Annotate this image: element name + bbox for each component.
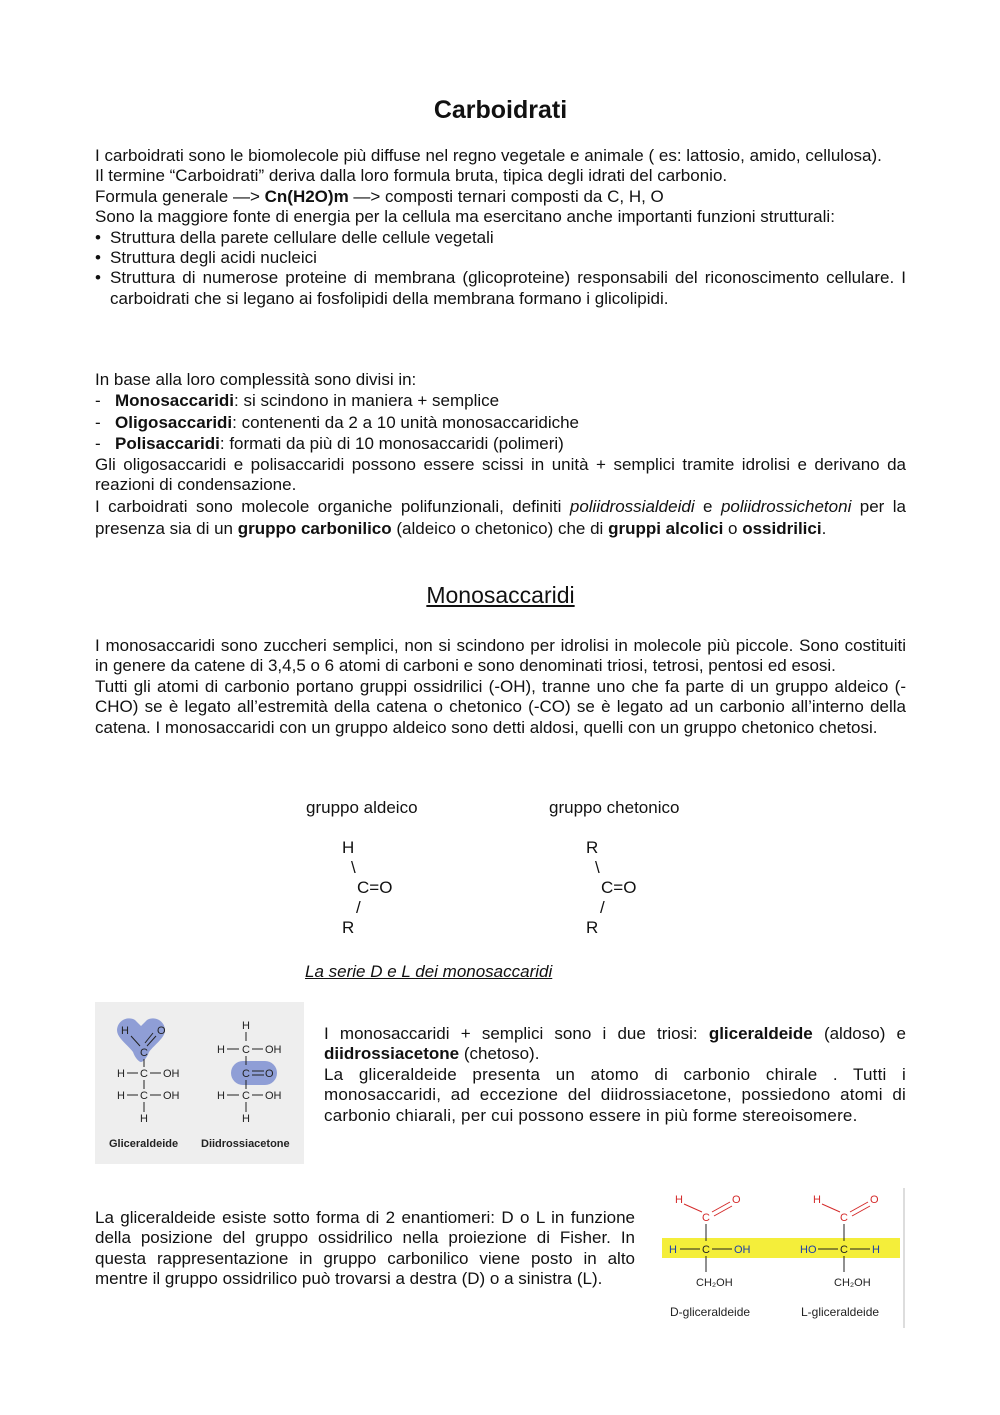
intro-paragraph-2: Il termine “Carboidrati” deriva dalla loro formula bruta, tipica degli idrati del carbonio. [95,166,728,186]
atom-label: C [140,1068,148,1080]
atom-label: CH₂OH [696,1277,733,1289]
chetonico-line-3: C=O [601,878,637,897]
bond-line [850,1202,868,1212]
triosi-structures-svg [95,1002,304,1164]
gliceraldeide-label: Gliceraldeide [109,1138,179,1150]
class-term: Oligosaccaridi [115,412,233,432]
atom-label: C [140,1090,148,1102]
atom-label: C [702,1244,710,1256]
formula-pre: Formula generale —> [95,186,265,206]
bold-term: gruppo carbonilico [237,518,392,538]
atom-label: H [121,1025,129,1037]
page-title: Carboidrati [433,96,568,124]
triosi-section [324,1024,906,1126]
bond-line [714,1206,732,1216]
bold-term: diidrossiacetone [324,1044,460,1064]
bond-line [684,1204,702,1212]
chetonico-label: gruppo chetonico [549,798,680,817]
atom-label: O [870,1194,879,1206]
class-item [95,433,906,455]
section-heading-monosaccaridi: Monosaccaridi [426,582,575,608]
atom-label: C [702,1212,710,1224]
aldeico-line-4: / [356,898,361,917]
aldeico-line-1: H [342,838,355,857]
class-item [95,412,906,434]
triosi-paragraph-2: La gliceraldeide presenta un atomo di carbonio chirale . Tutti i monosaccaridi, ad eccezione del diidrossiacetone, possiedono atomi di carbonio chiarali, per cui possono essere in più forme stereoisomere. [324,1064,906,1125]
chetonico-line-4: / [600,898,605,917]
atom-label: C [140,1047,148,1059]
intro-section [95,146,906,309]
bond-line [852,1206,870,1216]
formula-line [95,187,906,207]
atom-label: C [840,1244,848,1256]
dash-mark: - [95,391,101,411]
chetonico-line-2: \ [595,858,600,877]
text-run: e [694,496,721,516]
bullet-mark: • [95,248,101,268]
atom-label: C [242,1068,250,1080]
formula-bold: Cn(H2O)m [264,186,349,206]
atom-label: H [669,1244,677,1256]
class-desc: : formati da più di 10 monosaccaridi (polimeri) [219,434,564,454]
mono-paragraph-1: I monosaccaridi sono zuccheri semplici, non si scindono per idrolisi in molecole più piccole. Sono costituiti in genere da catene di 3,4,5 o 6 atomi di carboni e sono denominati triosi, tetrosi, pentosi ed esosi. [95,636,906,676]
italic-term: poliidrossialdeidi [569,496,695,516]
l-gliceraldeide-label: L-gliceraldeide [801,1305,880,1319]
bold-term: gruppi alcolici [608,518,724,538]
atom-label: O [157,1025,166,1037]
atom-label: H [140,1113,148,1125]
atom-label: O [265,1068,274,1080]
serie-caption: La serie D e L dei monosaccaridi [305,962,553,981]
intro-paragraph-1: I carboidrati sono le biomolecole più diffuse nel regno vegetale e animale ( es: lattosio, amido, cellulosa). [95,146,882,165]
text-run: (chetoso). [459,1044,540,1064]
class-desc: : si scindono in maniera + semplice [234,391,500,411]
bullet-item [95,228,906,248]
aldeico-line-5: R [342,918,355,937]
atom-label: C [840,1212,848,1224]
atom-label: OH [163,1068,180,1080]
class-desc: : contenenti da 2 a 10 unità monosaccaridiche [232,412,580,432]
bold-term: gliceraldeide [708,1024,813,1043]
aldeico-line-2: \ [351,858,356,877]
chetonico-line-5: R [586,918,599,937]
enantiomeri-paragraph: La gliceraldeide esiste sotto forma di 2 enantiomeri: D o L in funzione della posizione del gruppo ossidrilico nella proiezione di Fisher. In questa rappresentazione in gruppo carbonilico viene posto in alto mentre il gruppo ossidrilico può trovarsi a destra (D) o a sinistra (L). [95,1208,635,1289]
text-run: I monosaccaridi + semplici sono i due triosi: [324,1024,709,1043]
bullet-text: Struttura della parete cellulare delle cellule vegetali [110,227,494,247]
text-run: (aldeico o chetonico) che di [391,518,609,538]
atom-label: OH [265,1090,282,1102]
atom-label: H [872,1244,880,1256]
atom-label: OH [734,1244,751,1256]
bold-term: ossidrilici [742,518,822,538]
bullet-text: Struttura di numerose proteine di membrana (glicoproteine) responsabili del riconoscimento cellulare. I carboidrati che si legano ai fosfolipidi della membrana formano i glicolipidi. [110,268,906,308]
aldeico-line-3: C=O [357,878,393,897]
triosi-figure [95,1002,304,1164]
classification-paragraph: Gli oligosaccaridi e polisaccaridi possono essere scissi in unità + semplici tramite idrolisi e derivano da reazioni di condensazione. [95,454,906,495]
bullet-mark: • [95,268,101,288]
chetonico-line-1: R [586,838,599,857]
class-term: Monosaccaridi [115,391,235,411]
triosi-paragraph-1 [324,1024,906,1065]
d-gliceraldeide-label: D-gliceraldeide [670,1305,751,1319]
atom-label: H [117,1090,125,1102]
atom-label: C [242,1090,250,1102]
atom-label: H [242,1113,250,1125]
aldeico-label: gruppo aldeico [306,798,418,817]
atom-label: CH₂OH [834,1277,871,1289]
italic-term: poliidrossichetoni [720,496,852,516]
text-run: . [821,518,827,538]
classification-section [95,370,906,540]
bond-line [822,1204,840,1212]
dash-mark: - [95,434,101,454]
enantiomers-figure [660,1188,906,1328]
bullet-item [95,248,906,268]
atom-label: OH [265,1044,282,1056]
text-run: I carboidrati sono molecole organiche polifunzionali, definiti [95,496,570,516]
text-run: (aldoso) e [812,1024,907,1043]
class-item [95,390,906,412]
atom-label: H [242,1020,250,1032]
enantiomeri-section [95,1208,635,1290]
diidrossiacetone-label: Diidrossiacetone [201,1138,290,1150]
classification-lead: In base alla loro complessità sono divisi in: [95,370,417,389]
dash-mark: - [95,412,101,432]
enantiomers-svg [660,1188,906,1328]
atom-label: H [117,1068,125,1080]
atom-label: O [732,1194,741,1206]
highlight-band [662,1238,900,1258]
atom-label: H [217,1090,225,1102]
atom-label: OH [163,1090,180,1102]
atom-label: H [813,1194,821,1206]
atom-label: HO [800,1244,817,1256]
atom-label: H [675,1194,683,1206]
atom-label: H [217,1044,225,1056]
intro-paragraph-4: Sono la maggiore fonte di energia per la cellula ma esercitano anche importanti funzioni strutturali: [95,207,835,227]
polifunzionali-paragraph [95,496,906,540]
class-term: Polisaccaridi [115,434,220,454]
bullet-text: Struttura degli acidi nucleici [110,248,317,268]
atom-label: C [242,1044,250,1056]
bullet-item [95,268,906,309]
bond-line [712,1202,730,1212]
mono-paragraph-2: Tutti gli atomi di carbonio portano gruppi ossidrilici (-OH), tranne uno che fa parte di un gruppo aldeico (-CHO) se è legato all’estremità della catena o chetonico (-CO) se è legato ad un carbonio all’interno della catena. I monosaccaridi con un gruppo aldeico sono detti aldosi, quelli con un gruppo chetonico chetosi. [95,676,906,737]
text-run: o [723,518,743,538]
bullet-mark: • [95,227,101,247]
text-run: per la presenza sia di un [95,496,907,538]
formula-post: —> composti ternari composti da C, H, O [348,186,664,206]
monosaccaridi-section [95,636,906,738]
